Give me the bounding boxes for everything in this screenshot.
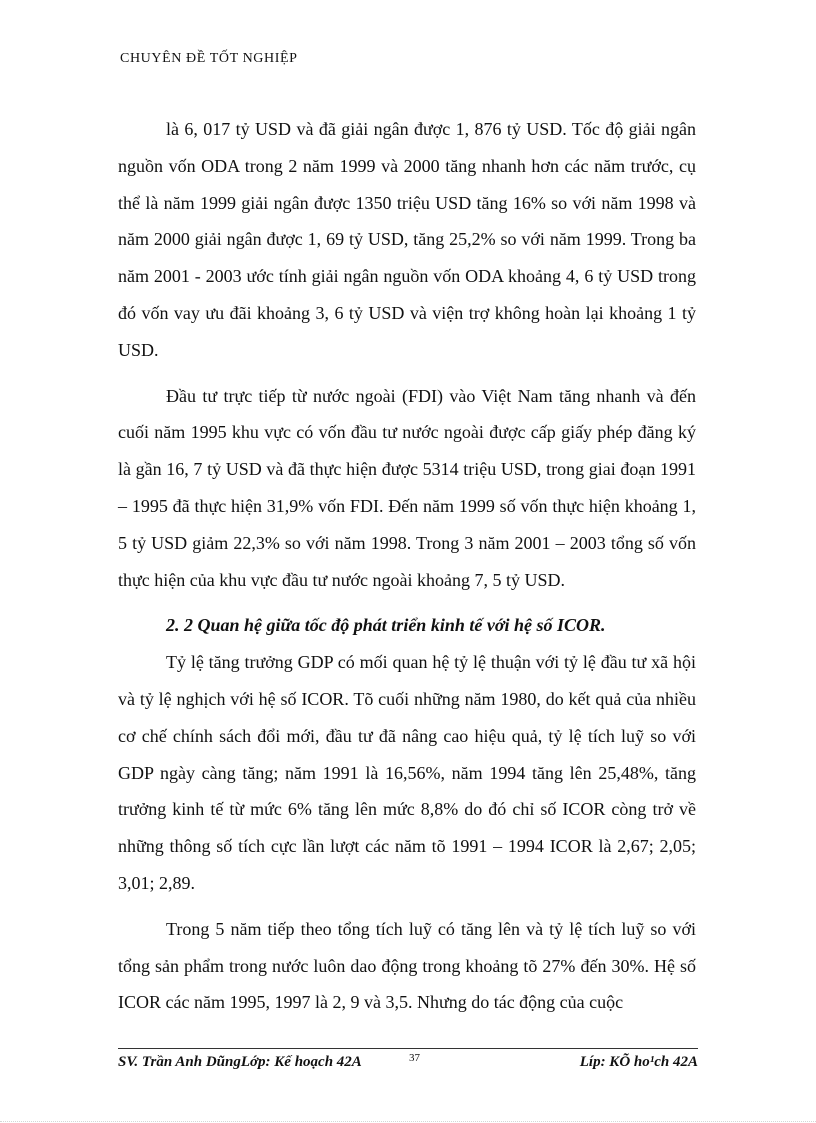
page-footer bbox=[118, 1052, 698, 1076]
paragraph-gdp-icor: Tỷ lệ tăng trưởng GDP có mối quan hệ tỷ lệ thuận với tỷ lệ đầu tư xã hội và tỷ lệ nghịch với hệ số ICOR. Tõ cuối những năm 1980, do kết quả của nhiều cơ chế chính sách đổi mới, đầu tư đã nâng cao hiệu quả, tỷ lệ tích luỹ so với GDP ngày càng tăng; năm 1991 là 16,56%, năm 1994 tăng lên 25,48%, tăng trưởng kinh tế từ mức 6% tăng lên mức 8,8% do đó chỉ số ICOR còng trở về những thông số tích cực lần lượt các năm tõ 1991 – 1994 ICOR là 2,67; 2,05; 3,01; 2,89. bbox=[118, 652, 696, 893]
footer-student-info: SV. Trần Anh DũngLớp: Kế hoạch 42A bbox=[118, 1054, 362, 1070]
paragraph-accumulation: Trong 5 năm tiếp theo tổng tích luỹ có tăng lên và tỷ lệ tích luỹ so với tổng sản phẩm trong nước luôn dao động trong khoảng tõ 27% đến 30%. Hệ số ICOR các năm 1995, 1997 là 2, 9 và 3,5. Nhưng do tác động của cuộc bbox=[118, 918, 696, 1013]
paragraph-fdi: Đầu tư trực tiếp từ nước ngoài (FDI) vào Việt Nam tăng nhanh và đến cuối năm 1995 khu vực có vốn đầu tư nước ngoài được cấp giấy phép đăng ký là gần 16, 7 tỷ USD và đã thực hiện được 5314 triệu USD, trong giai đoạn 1991 – 1995 đã thực hiện 31,9% vốn FDI. Đến năm 1999 số vốn thực hiện khoảng 1, 5 tỷ USD giảm 22,3% so với năm 1998. Trong 3 năm 2001 – 2003 tổng số vốn thực hiện của khu vực đầu tư nước ngoài khoảng 7, 5 tỷ USD. bbox=[118, 385, 696, 590]
running-header: CHUYÊN ĐỀ TỐT NGHIỆP bbox=[120, 51, 298, 66]
page-bottom-edge bbox=[0, 1121, 816, 1122]
document-body bbox=[118, 111, 696, 1030]
page-number: 37 bbox=[409, 1052, 420, 1064]
paragraph-oda-disbursement: là 6, 017 tỷ USD và đã giải ngân được 1, 876 tỷ USD. Tốc độ giải ngân nguồn vốn ODA trong 2 năm 1999 và 2000 tăng nhanh hơn các năm trước, cụ thể là năm 1999 giải ngân được 1350 triệu USD tăng 16% so với năm 1998 và năm 2000 giải ngân được 1, 69 tỷ USD, tăng 25,2% so với năm 1999. Trong ba năm 2001 - 2003 ước tính giải ngân nguồn vốn ODA khoảng 4, 6 tỷ USD trong đó vốn vay ưu đãi khoảng 3, 6 tỷ USD và viện trợ không hoàn lại khoảng 1 tỷ USD. bbox=[118, 119, 696, 360]
footer-class-info: Líp: KÕ ho¹ch 42A bbox=[579, 1054, 698, 1070]
section-heading: 2. 2 Quan hệ giữa tốc độ phát triển kinh tế với hệ số ICOR. bbox=[166, 615, 606, 636]
footer-divider bbox=[118, 1048, 698, 1049]
